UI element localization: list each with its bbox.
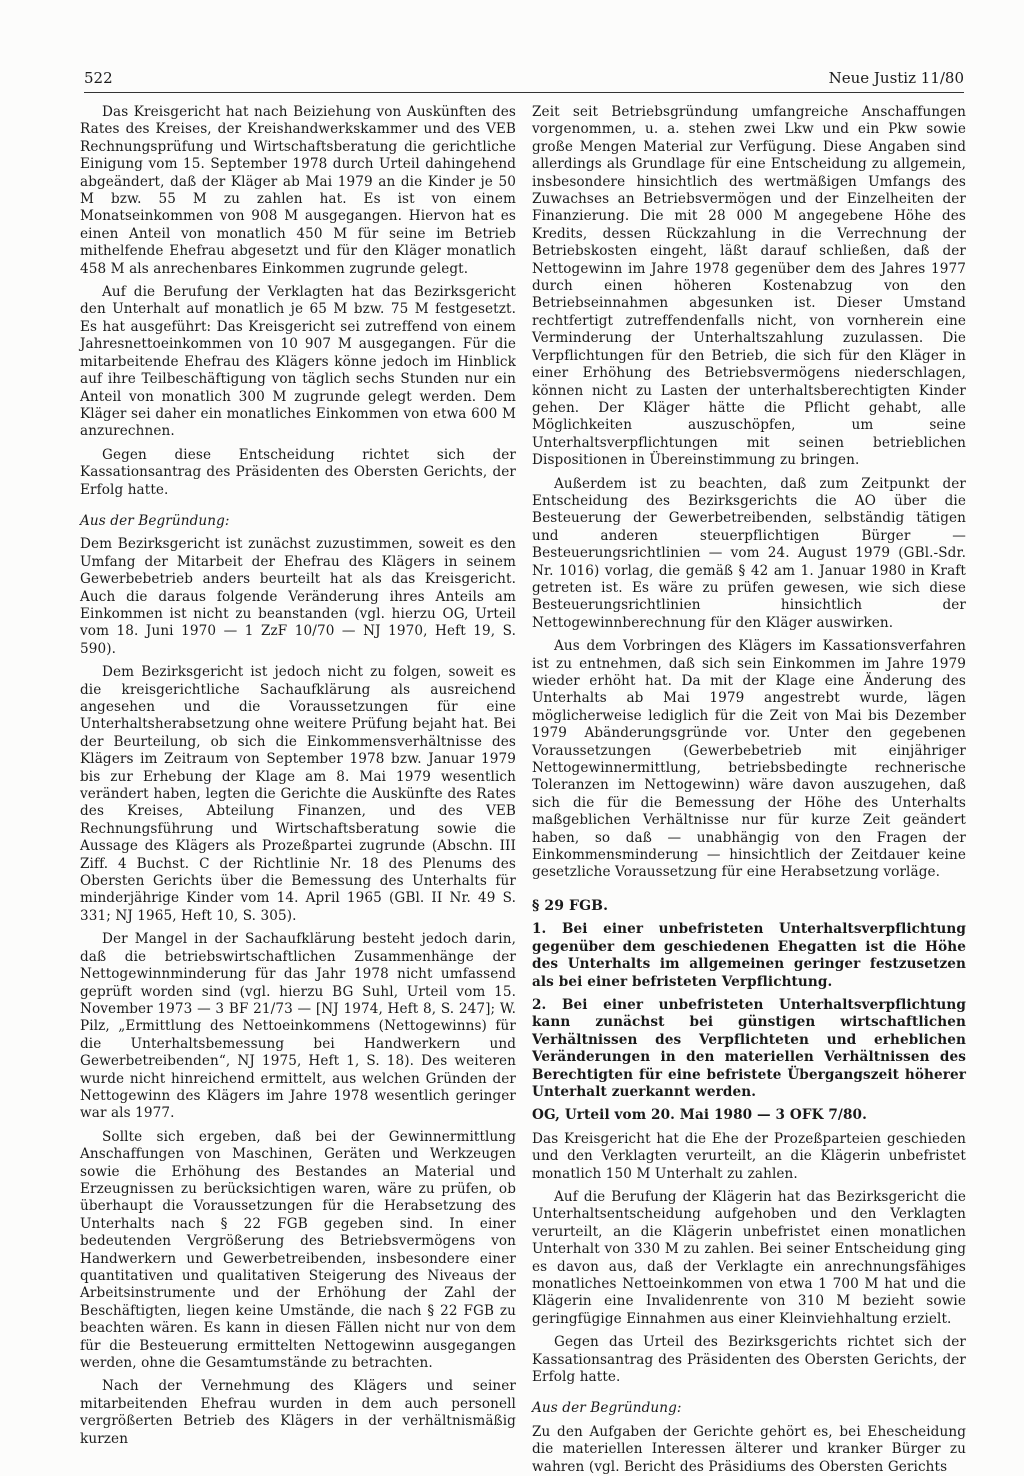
paragraph: Dem Bezirksgericht ist zunächst zuzustimmen, soweit es den Umfang der Mitarbeit der Ehefrau des Klägers in seinem Gewerbebetrieb anders beurteilt hat als das Kreisgericht. Auch die daraus folgende Veränderung ihres Anteils am Einkommen ist nicht zu beanstanden (vgl. hierzu OG, Urteil vom 18. Juni 1970 — 1 ZzF 10/70 — NJ 1970, Heft 19, S. 590). — [80, 536, 516, 657]
paragraph: Dem Bezirksgericht ist jedoch nicht zu folgen, soweit es die kreisgerichtliche Sachaufklärung als ausreichend angesehen und die Voraussetzungen für eine Unterhaltsherabsetzung ohne weitere Prüfung bejaht hat. Bei der Beurteilung, ob sich die Einkommensverhältnisse des Klägers im Zeitraum von September 1978 bzw. Januar 1979 bis zur Erhebung der Klage am 8. Mai 1979 wesentlich verändert haben, legten die Gerichte die Auskünfte des Rates des Kreises, Abteilung Finanzen, und des VEB Rechnungsführung und Wirtschaftsberatung sowie die Aussage des Klägers als Prozeßpartei zugrunde (Abschn. III Ziff. 4 Buchst. C der Richtlinie Nr. 18 des Plenums des Obersten Gerichts über die Bemessung des Unterhalts für minderjährige Kinder vom 14. April 1965 (GBl. II Nr. 49 S. 331; NJ 1965, Heft 10, S. 305). — [80, 664, 516, 924]
paragraph: Auf die Berufung der Klägerin hat das Bezirksgericht die Unterhaltsentscheidung aufgehoben und den Verklagten verurteilt, an die Klägerin unbefristet einen monatlichen Unterhalt von 330 M zu zahlen. Bei seiner Entscheidung ging es davon aus, daß der Verklagte ein anrechnungsfähiges monatliches Nettoeinkommen von etwa 1 700 M hat und die Klägerin eine Invalidenrente von 310 M bezieht sowie geringfügige Einnahmen aus einer Kleinviehhaltung erzielt. — [532, 1188, 966, 1327]
right-column — [532, 104, 966, 1475]
paragraph: Zu den Aufgaben der Gerichte gehört es, bei Ehescheidung die materiellen Interessen älterer und kranker Bürger zu wahren (vgl. Bericht des Präsidiums des Obersten Gerichts — [532, 1423, 966, 1475]
paragraph: Nach der Vernehmung des Klägers und seiner mitarbeitenden Ehefrau wurden in dem auch personell vergrößerten Betrieb des Klägers in der verhältnismäßig kurzen — [80, 1378, 516, 1447]
case-citation: OG, Urteil vom 20. Mai 1980 — 3 OFK 7/80. — [532, 1107, 867, 1124]
paragraph: Gegen das Urteil des Bezirksgerichts richtet sich der Kassationsantrag des Präsidenten des Obersten Gerichts, der Erfolg hatte. — [532, 1334, 966, 1386]
paragraph: Das Kreisgericht hat nach Beiziehung von Auskünften des Rates des Kreises, der Kreishandwerkskammer und des VEB Rechnungsprüfung und Wirtschaftsberatung die gerichtliche Einigung vom 15. September 1978 durch Urteil dahingehend abgeändert, daß der Kläger ab Mai 1979 an die Kinder je 50 M bzw. 55 M zu zahlen hat. Es ist von einem Monatseinkommen von 908 M ausgegangen. Hiervon hat es einen Anteil von monatlich 450 M für seine im Betrieb mithelfende Ehefrau abgesetzt und für den Kläger monatlich 458 M als anrechenbares Einkommen zugrunde gelegt. — [80, 104, 516, 277]
reasons-heading: Aus der Begründung: — [80, 512, 230, 529]
headnote: 2. Bei einer unbefristeten Unterhaltsverpflichtung kann zunächst bei günstigen wirtschaftlichen Verhältnissen des Verpflichteten und erheblichen Veränderungen in den materiellen Verhältnissen des Berechtigten für eine befristete Übergangszeit höherer Unterhalt zuerkannt werden. — [532, 996, 966, 1100]
journal-issue: Neue Justiz 11/80 — [828, 69, 964, 87]
paragraph: Sollte sich ergeben, daß bei der Gewinnermittlung Anschaffungen von Maschinen, Geräten und Werkzeugen sowie die Erhöhung des Bestandes an Material und Erzeugnissen zu berücksichtigen waren, wäre zu prüfen, ob überhaupt die Voraussetzungen für die Herabsetzung des Unterhalts nach § 22 FGB gegeben sind. In einer bedeutenden Vergrößerung des Betriebsvermögens von Handwerkern und Gewerbetreibenden, insbesondere einer quantitativen und qualitativen Steigerung des Niveaus der Arbeitsinstrumente und der Erhöhung der Zahl der Beschäftigten, liegen keine Umstände, die nach § 22 FGB zu beachten wären. Es kann in diesen Fällen nicht nur von dem für die Besteuerung ermittelten Nettogewinn ausgegangen werden, ohne die Gesamtumstände zu betrachten. — [80, 1128, 516, 1372]
paragraph: Gegen diese Entscheidung richtet sich der Kassationsantrag des Präsidenten des Obersten Gerichts, der Erfolg hatte. — [80, 446, 516, 498]
paragraph: Außerdem ist zu beachten, daß zum Zeitpunkt der Entscheidung des Bezirksgerichts die AO über die Besteuerung der Gewerbetreibenden, selbständig tätigen und anderen steuerpflichtigen Bürger — Besteuerungsrichtlinien — vom 24. August 1979 (GBl.-Sdr. Nr. 1016) vorlag, die gemäß § 42 am 1. Januar 1980 in Kraft getreten ist. Es wäre zu prüfen gewesen, wie sich diese Besteuerungsrichtlinien hinsichtlich der Nettogewinnberechnung für den Kläger auswirken. — [532, 475, 966, 631]
paragraph: Auf die Berufung der Verklagten hat das Bezirksgericht den Unterhalt auf monatlich je 65 M bzw. 75 M festgesetzt. Es hat ausgeführt: Das Kreisgericht sei zutreffend von einem Jahresnettoeinkommen von 10 907 M ausgegangen. Für die mitarbeitende Ehefrau des Klägers könne jedoch im Hinblick auf ihre Teilbeschäftigung von täglich sechs Stunden nur ein Anteil von monatlich 300 M zugrunde gelegt werden. Dem Kläger sei daher ein monatliches Einkommen von etwa 600 M anzurechnen. — [80, 284, 516, 440]
reasons-heading: Aus der Begründung: — [532, 1400, 682, 1417]
paragraph: Das Kreisgericht hat die Ehe der Prozeßparteien geschieden und den Verklagten verurteilt, an die Klägerin unbefristet monatlich 150 M Unterhalt zu zahlen. — [532, 1130, 966, 1182]
left-column — [80, 104, 516, 1447]
section-title: § 29 FGB. — [532, 897, 609, 914]
page-number: 522 — [84, 69, 113, 87]
paragraph-continuation: Zeit seit Betriebsgründung umfangreiche Anschaffungen vorgenommen, u. a. stehen zwei Lkw und ein Pkw sowie große Mengen Material zur Verfügung. Diese Angaben sind allerdings als Grundlage für eine Entscheidung zu allgemein, insbesondere hinsichtlich des wertmäßigen Umfangs des Zuwachses an Betriebsvermögen und der Einzelheiten der Finanzierung. Die mit 28 000 M angegebene Höhe des Kredits, dessen Rückzahlung in die Verrechnung der Betriebskosten eingeht, läßt darauf schließen, daß der Nettogewinn im Jahre 1978 gegenüber dem des Jahres 1977 durch einen höheren Kostenabzug von den Betriebseinnahmen abgesunken ist. Dieser Umstand rechtfertigt zutreffendenfalls nicht, von vornherein eine Verminderung der Unterhaltszahlung zuzulassen. Die Verpflichtungen für den Betrieb, die sich für den Kläger in einer Erhöhung des Betriebsvermögens niederschlagen, können nicht zu Lasten der unterhaltsberechtigten Kinder gehen. Der Kläger hätte die Pflicht gehabt, alle Möglichkeiten auszuschöpfen, um seine Unterhaltsverpflichtungen mit seinen betrieblichen Dispositionen in Übereinstimmung zu bringen. — [532, 104, 966, 469]
page-header — [84, 66, 964, 93]
headnote: 1. Bei einer unbefristeten Unterhaltsverpflichtung gegenüber dem geschiedenen Ehegatten ist die Höhe des Unterhalts im allgemeinen geringer festzusetzen als bei einer befristeten Verpflichtung. — [532, 921, 966, 990]
paragraph: Der Mangel in der Sachaufklärung besteht jedoch darin, daß die betriebswirtschaftlichen Zusammenhänge der Nettogewinnminderung für das Jahr 1978 nicht umfassend geprüft worden sind (vgl. hierzu BG Suhl, Urteil vom 15. November 1973 — 3 BF 21/73 — [NJ 1974, Heft 8, S. 247]; W. Pilz, „Ermittlung des Nettoeinkommens (Nettogewinns) für die Unterhaltsbemessung bei Handwerkern und Gewerbetreibenden“, NJ 1975, Heft 1, S. 18). Des weiteren wurde nicht hinreichend ermittelt, aus welchen Gründen der Nettogewinn des Klägers im Jahre 1978 wesentlich geringer war als 1977. — [80, 931, 516, 1122]
paragraph: Aus dem Vorbringen des Klägers im Kassationsverfahren ist zu entnehmen, daß sich sein Einkommen im Jahre 1979 wieder erhöht hat. Da mit der Klage eine Änderung des Unterhalts ab Mai 1979 angestrebt wurde, lägen möglicherweise lediglich für die Zeit von Mai bis Dezember 1979 Abänderungsgründe vor. Unter den gegebenen Voraussetzungen (Gewerbebetrieb mit einjähriger Nettogewinnermittlung, betriebsbedingte rechnerische Toleranzen im Nettogewinn) wäre davon auszugehen, daß sich die für die Bemessung der Höhe des Unterhalts maßgeblichen Verhältnisse nur für kurze Zeit geändert haben, so daß — unabhängig von den Fragen der Einkommensminderung — hinsichtlich der Zeitdauer keine gesetzliche Voraussetzung für eine Herabsetzung vorläge. — [532, 638, 966, 881]
